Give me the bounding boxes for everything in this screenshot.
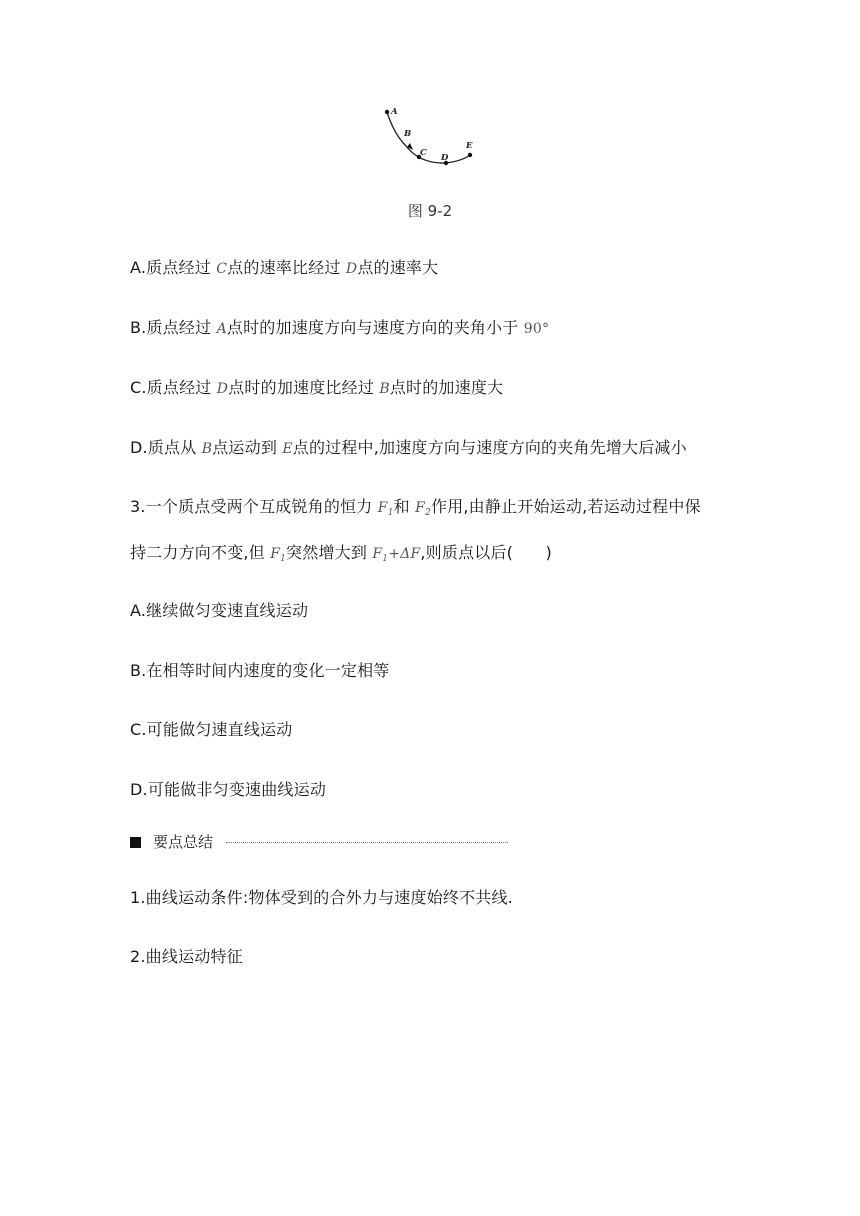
q3-option-c: C.可能做匀速直线运动: [130, 720, 293, 739]
force-f1-plus-delta: $F_1+\Delta F$: [372, 546, 421, 564]
point-var: D: [216, 381, 229, 397]
option-prefix: A.: [130, 258, 147, 277]
force-f1: $F_1$: [377, 500, 394, 518]
point-var: E: [282, 441, 293, 457]
point-label-e: E: [466, 141, 473, 151]
point-a-dot: [385, 110, 389, 114]
force-f1: $F_1$: [270, 546, 287, 564]
q3-option-b: B.在相等时间内速度的变化一定相等: [130, 661, 390, 680]
point-var: A: [216, 321, 227, 337]
item-prefix: 2.: [130, 947, 146, 966]
summary-heading: 要点总结: [130, 832, 213, 852]
dotted-divider: [226, 842, 508, 843]
point-label-a: A: [391, 107, 398, 117]
option-prefix: B.: [130, 318, 147, 337]
point-var: B: [379, 381, 390, 397]
q3-option-a: A.继续做匀变速直线运动: [130, 601, 309, 620]
q2-option-c: C.质点经过 D点时的加速度比经过 B点时的加速度大: [130, 378, 504, 397]
q2-option-d: D.质点从 B点运动到 E点的过程中,加速度方向与速度方向的夹角先增大后减小: [130, 438, 687, 457]
item-prefix: 1.: [130, 888, 146, 907]
trajectory-figure: [380, 100, 480, 172]
question-number: 3.: [130, 497, 146, 516]
q3-stem-line1: 3.一个质点受两个互成锐角的恒力 $F_1$和 $F_2$作用,由静止开始运动,若运动过程中保: [130, 497, 701, 518]
option-prefix: D.: [130, 780, 148, 799]
point-var: C: [216, 261, 228, 277]
figure-caption: 图 9-2: [407, 202, 453, 220]
point-label-b: B: [404, 129, 412, 139]
option-prefix: B.: [130, 661, 147, 680]
summary-item-1: 1.曲线运动条件:物体受到的合外力与速度始终不共线.: [130, 888, 513, 907]
option-prefix: C.: [130, 720, 147, 739]
square-bullet-icon: [130, 837, 141, 848]
force-f2: $F_2$: [415, 500, 431, 518]
point-label-c: C: [420, 148, 427, 158]
option-prefix: C.: [130, 378, 147, 397]
q3-stem-line2: 持二力方向不变,但 $F_1$突然增大到 $F_1+\Delta F$,则质点以后( ): [130, 543, 552, 564]
trajectory-curve: [387, 112, 470, 163]
q2-option-b: B.质点经过 A点时的加速度方向与速度方向的夹角小于 90°: [130, 318, 550, 337]
summary-item-2: 2.曲线运动特征: [130, 947, 243, 966]
q3-option-d: D.可能做非匀变速曲线运动: [130, 780, 327, 799]
q2-option-a: A.质点经过 C点的速率比经过 D点的速率大: [130, 258, 439, 277]
point-label-d: D: [441, 153, 449, 163]
point-var: B: [201, 441, 213, 457]
angle-value: 90°: [523, 321, 550, 337]
point-var: D: [345, 261, 358, 277]
option-prefix: A.: [130, 601, 147, 620]
point-e-dot: [468, 153, 472, 157]
option-prefix: D.: [130, 438, 148, 457]
